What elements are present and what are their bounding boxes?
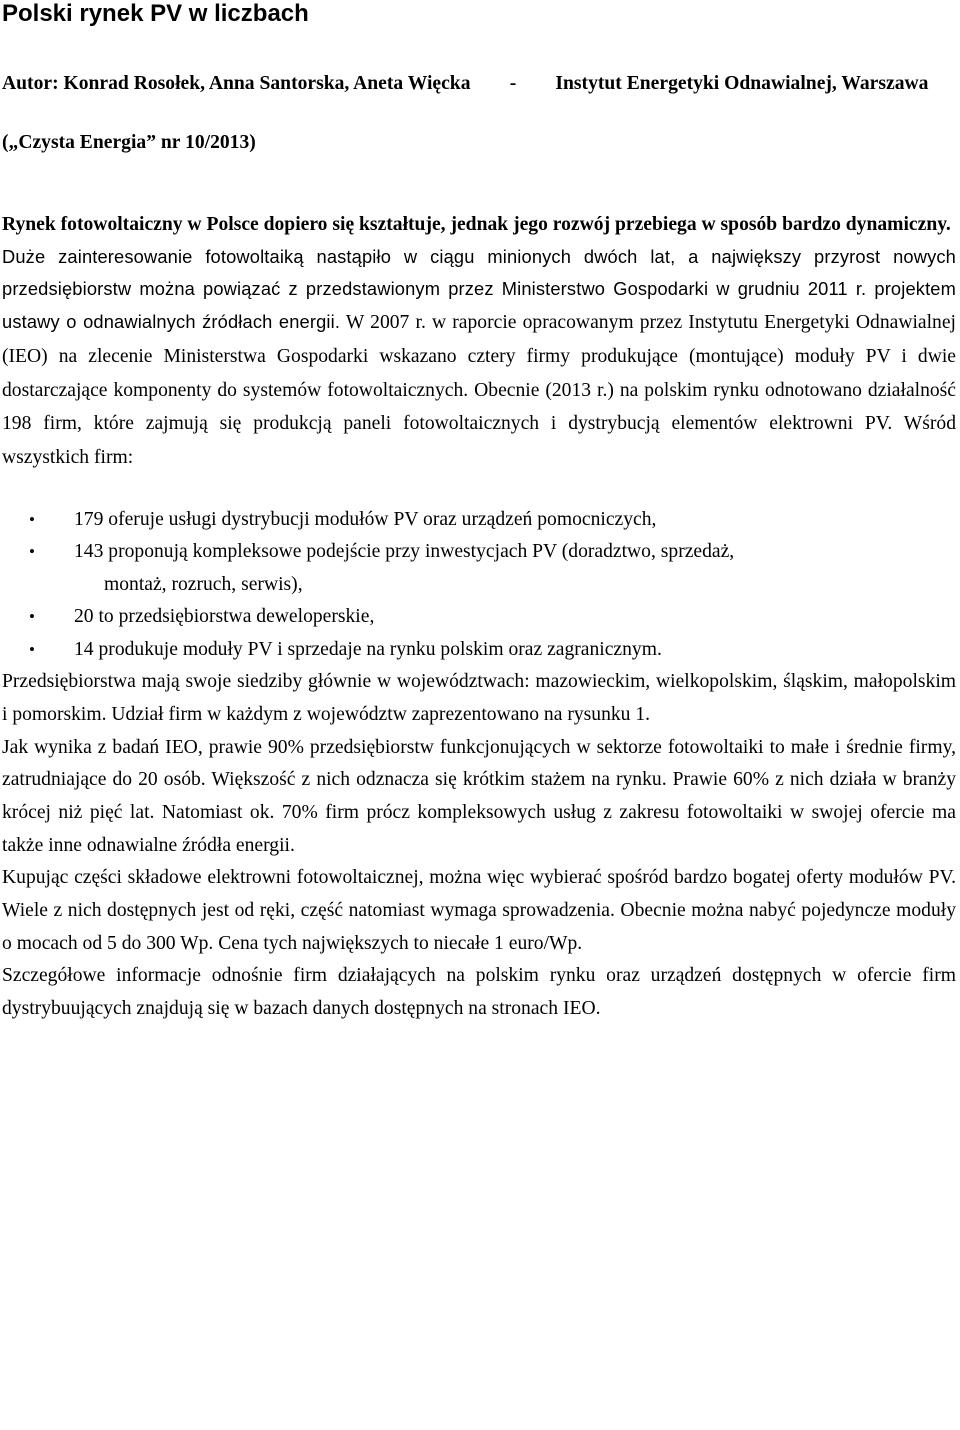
bullet-icon: • (29, 607, 35, 627)
bullet-icon: • (29, 542, 35, 562)
list-item-text: 14 produkuje moduły PV i sprzedaje na rynku polskim oraz zagranicznym. (74, 638, 662, 660)
lead-paragraph: Rynek fotowoltaiczny w Polsce dopiero się kształtuje, jednak jego rozwój przebiega w sposób bardzo dynamiczny. (2, 213, 951, 235)
byline-dash: - (509, 73, 517, 94)
firm-statistics-list (2, 504, 956, 667)
intro-paragraph-serif: W 2007 r. w raporcie opracowanym przez Instytutu Energetyki Odnawialnej (IEO) na zlecenie Ministerstwa Gospodarki wskazano cztery firmy produkujące (montujące) moduły PV i dwie dostarczające komponenty do systemów fotowoltaicznych. Obecnie (2013 r.) na polskim rynku odnotowano działalność 198 firm, które zajmują się produkcją paneli fotowoltaicznych i dystrybucją elementów elektrowni PV. Wśród wszystkich firm: (2, 312, 956, 468)
byline (2, 68, 956, 100)
bullet-icon: • (29, 509, 35, 529)
list-item-text: 143 proponują kompleksowe podejście przy inwestycjach PV (doradztwo, sprzedaż, (74, 541, 735, 563)
list-item-text: 179 oferuje usługi dystrybucji modułów PV oraz urządzeń pomocniczych, (74, 508, 657, 530)
byline-institute: Instytut Energetyki Odnawialnej, Warszawa (555, 73, 929, 94)
intro-paragraph-sans: Duże zainteresowanie fotowoltaiką nastąpiło w ciągu minionych dwóch lat, a największy przyrost nowych przedsiębiorstw można powiązać z przedstawionym przez Ministerstwo Gospodarki w grudniu 2011 r. projektem ustawy o odnawialnych źródłach energii. (2, 245, 956, 333)
list-item (2, 536, 956, 601)
source-citation: („Czysta Energia” nr 10/2013) (2, 132, 256, 153)
list-item (2, 504, 956, 537)
page-title: Polski rynek PV w liczbach (2, 0, 309, 27)
details-paragraph: Szczegółowe informacje odnośnie firm działających na polskim rynku oraz urządzeń dostępnych w ofercie firm dystrybuujących znajdują się w bazach danych dostępnych na stronach IEO. (2, 965, 956, 1020)
list-item-text: 20 to przedsiębiorstwa deweloperskie, (74, 606, 375, 628)
list-item (2, 634, 956, 667)
byline-authors: Autor: Konrad Rosołek, Anna Santorska, Aneta Więcka (2, 73, 471, 94)
list-item (2, 601, 956, 634)
regions-paragraph: Przedsiębiorstwa mają swoje siedziby głównie w województwach: mazowieckim, wielkopolskim, śląskim, małopolskim i pomorskim. Udział firm w każdym z województw zaprezentowano na rysunku 1. (2, 671, 956, 725)
components-paragraph: Kupując części składowe elektrowni fotowoltaicznej, można więc wybierać spośród bardzo bogatej oferty modułów PV. Wiele z nich dostępnych jest od ręki, część natomiast wymaga sprowadzenia. Obecnie można nabyć pojedyncze moduły o mocach od 5 do 300 Wp. Cena tych największych to niecałe 1 euro/Wp. (2, 867, 956, 954)
ieo-research-paragraph: Jak wynika z badań IEO, prawie 90% przedsiębiorstw funkcjonujących w sektorze fotowoltaiki to małe i średnie firmy, zatrudniające do 20 osób. Większość z nich odznacza się krótkim stażem na rynku. Prawie 60% z nich działa w branży krócej niż pięć lat. Natomiast ok. 70% firm prócz kompleksowych usług z zakresu fotowoltaiki w swojej ofercie ma także inne odnawialne źródła energii. (2, 736, 956, 856)
intro-paragraph (2, 241, 956, 475)
list-item-continuation: montaż, rozruch, serwis), (104, 573, 303, 595)
bullet-icon: • (29, 639, 35, 659)
